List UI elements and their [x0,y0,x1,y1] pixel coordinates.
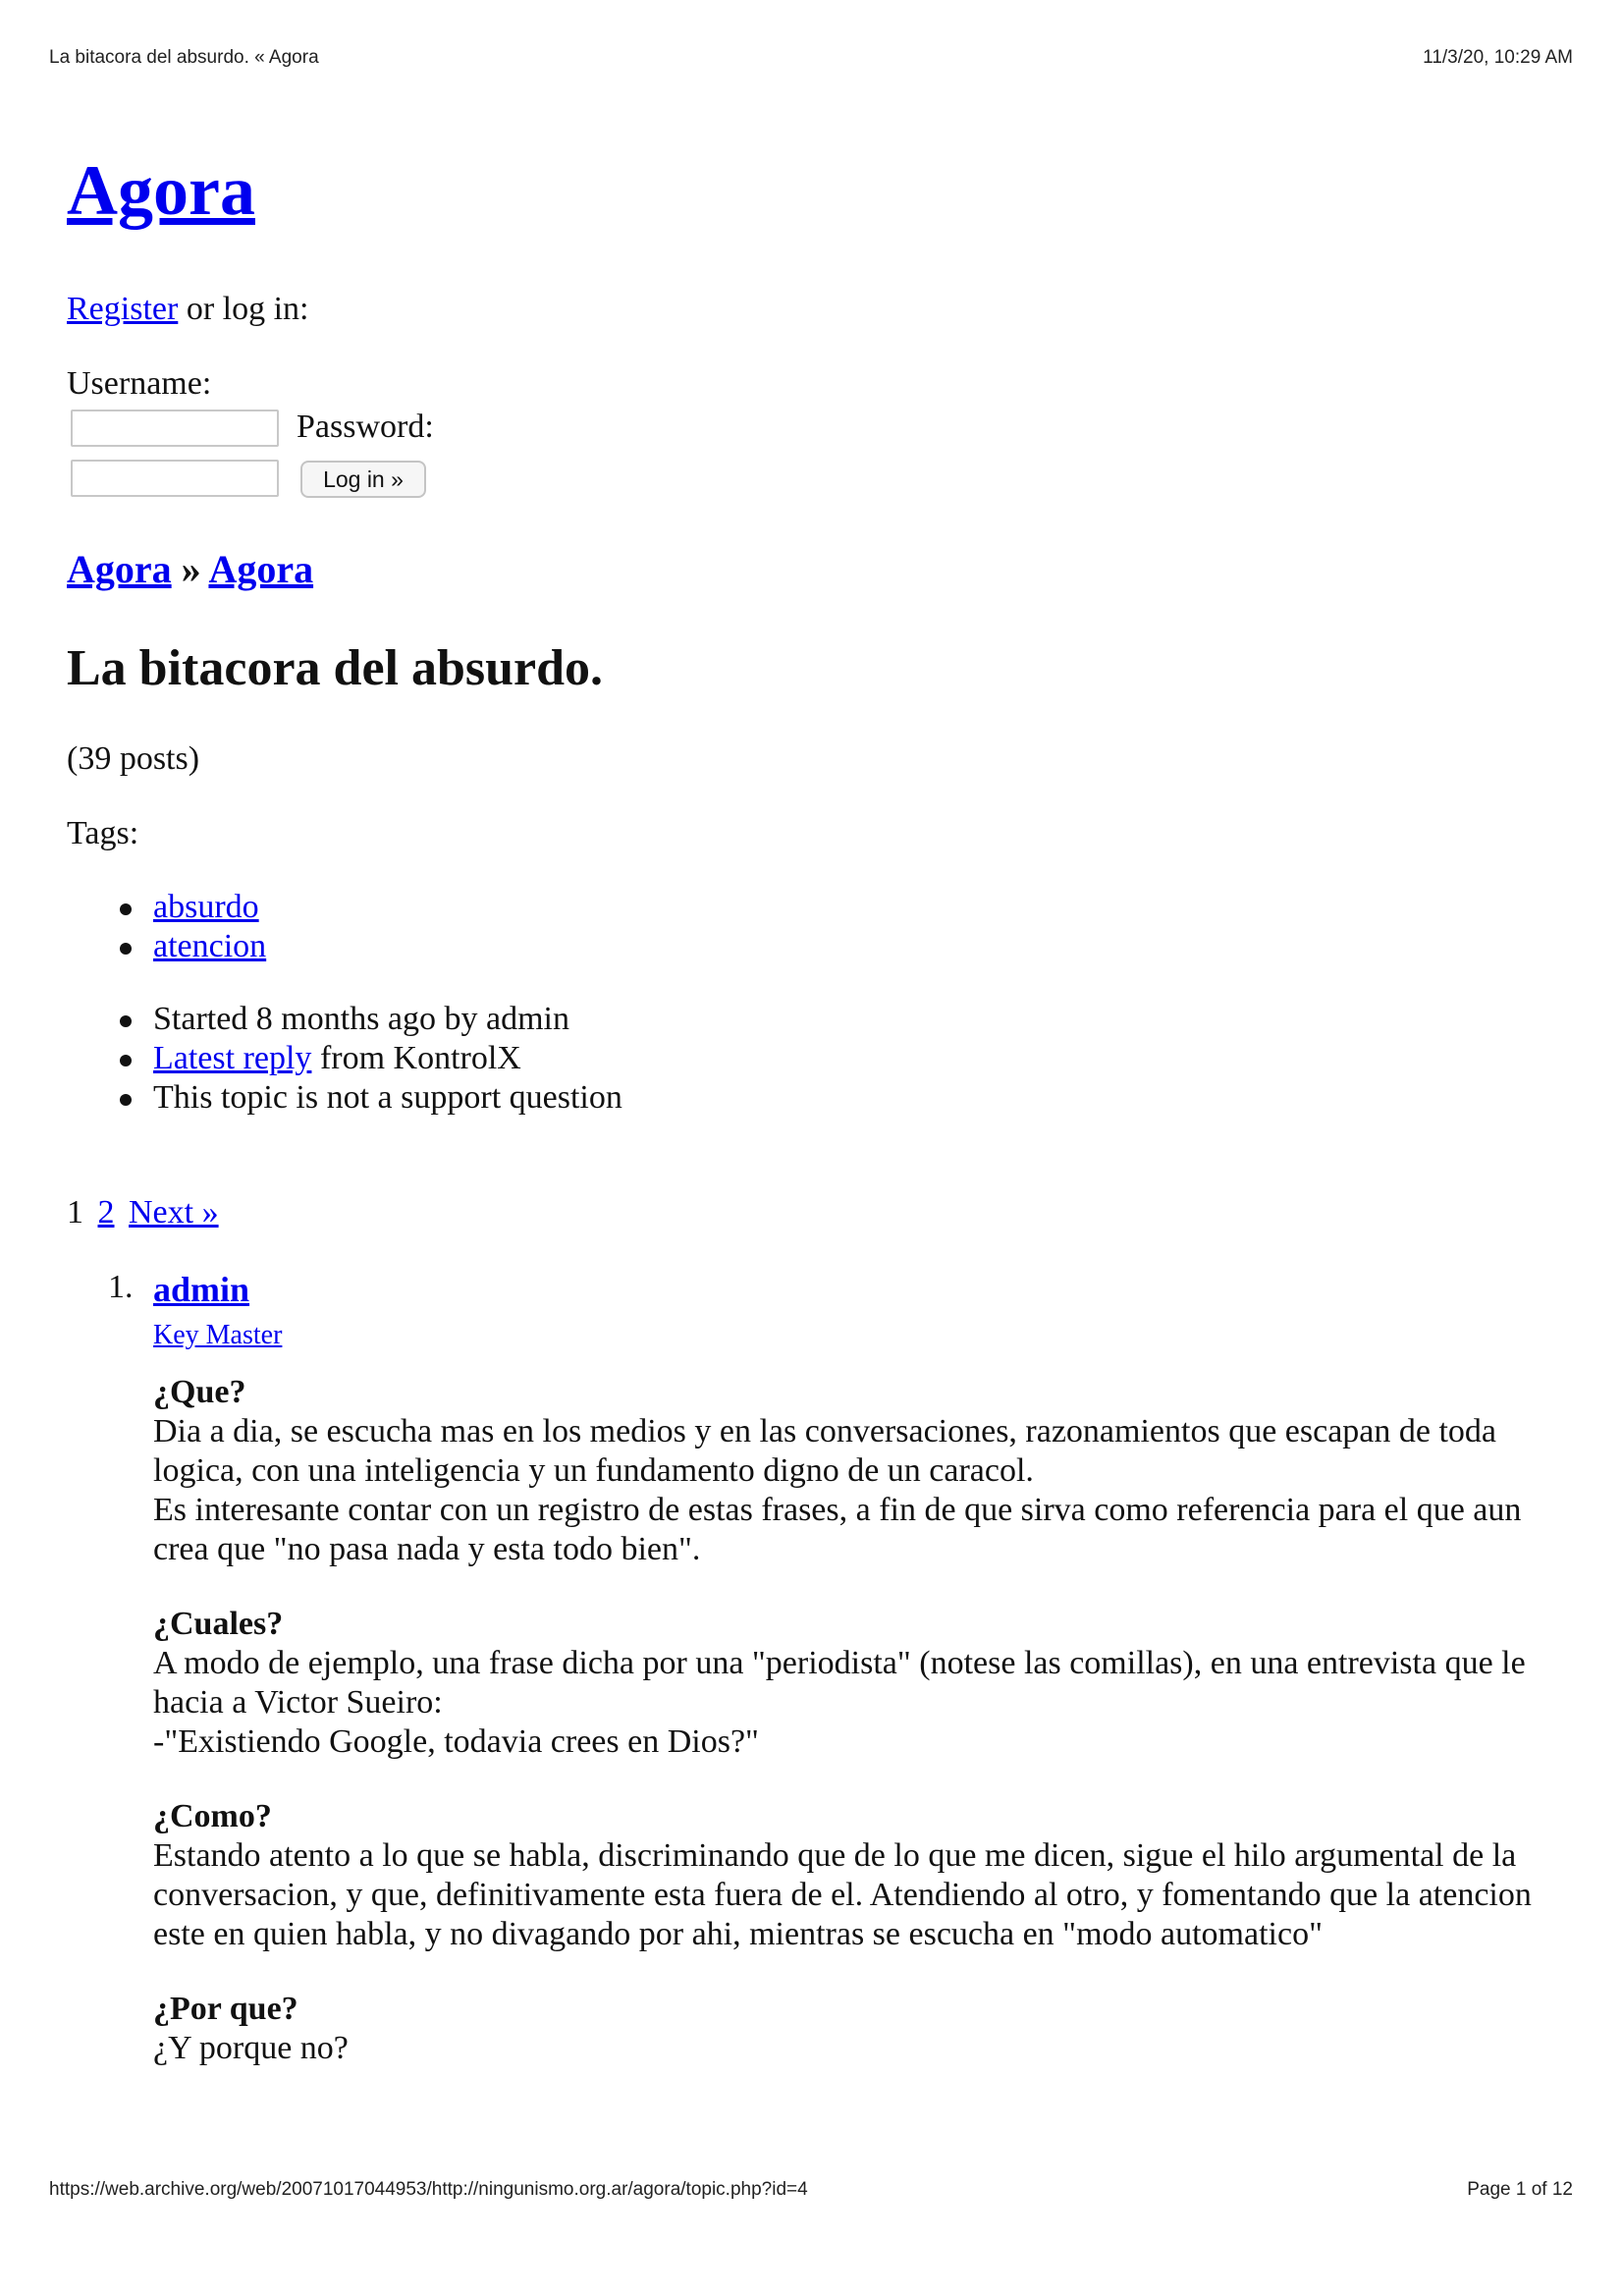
latest-reply-author: from KontrolX [311,1040,521,1076]
topic-meta-list [116,1000,622,1118]
post-section-por-que [153,1990,1567,2068]
breadcrumb [67,546,313,592]
breadcrumb-separator: » [171,547,209,591]
topic-started: Started 8 months ago by admin [116,1000,622,1039]
topic-latest-reply [116,1039,622,1078]
tag-list [116,888,266,966]
post-author-link[interactable]: admin [153,1270,250,1309]
section-paragraph: -"Existiendo Google, todavia crees en Dios?" [153,1723,759,1760]
login-button[interactable]: Log in » [300,461,426,498]
section-paragraph: Dia a dia, se escucha mas en los medios y en las conversaciones, razonamientos que escapan de toda logica, con una inteligencia y un fundamento digno de un caracol. [153,1413,1497,1489]
tag-link-atencion[interactable]: atencion [153,928,267,964]
print-url: https://web.archive.org/web/20071017044953/http://ningunismo.org.ar/agora/topic.php?id=4 [49,2179,808,2200]
pagination-page-2[interactable]: 2 [97,1194,115,1230]
password-label: Password: [297,409,434,445]
username-input[interactable] [71,410,279,447]
print-footer [49,2179,1573,2201]
section-heading: ¿Que? [153,1374,246,1410]
tags-label: Tags: [67,815,139,851]
section-paragraph: ¿Y porque no? [153,2030,349,2066]
post-section-que [153,1373,1567,1569]
post-author-role-link[interactable]: Key Master [153,1320,283,1350]
password-input[interactable] [71,460,279,497]
login-prompt-text: or log in: [178,291,309,327]
breadcrumb-second-link[interactable]: Agora [208,547,314,591]
pagination-current: 1 [67,1194,83,1230]
section-paragraph: A modo de ejemplo, una frase dicha por una "periodista" (notese las comillas), en una entrevista que le hacia a Victor Sueiro: [153,1645,1526,1721]
section-paragraph: Estando atento a lo que se habla, discriminando que de lo que me dicen, sigue el hilo argumental de la conversacion, y que, definitivamente esta fuera de el. Atendiendo al otro, y fomentando que la atencion este en quien habla, y no divagando por ahi, mientras se escucha en "modo automatico" [153,1837,1532,1952]
pagination [67,1194,219,1231]
register-link[interactable]: Register [67,291,179,327]
pagination-next[interactable]: Next » [129,1194,219,1230]
login-prompt [67,291,308,328]
tag-item [116,927,266,966]
section-paragraph: Es interesante contar con un registro de estas frases, a fin de que sirva como referencia para el que aun crea que "no pasa nada y esta todo bien". [153,1492,1522,1567]
section-heading: ¿Como? [153,1798,272,1834]
post-section-como [153,1797,1567,1954]
topic-support-note: This topic is not a support question [116,1078,622,1118]
topic-title: La bitacora del absurdo. [67,640,604,696]
print-datetime: 11/3/20, 10:29 AM [1423,47,1573,68]
post-number: 1. [108,1269,134,1305]
print-page-number: Page 1 of 12 [1467,2179,1573,2200]
post-count: (39 posts) [67,740,200,777]
tag-link-absurdo[interactable]: absurdo [153,889,259,925]
latest-reply-link[interactable]: Latest reply [153,1040,312,1076]
breadcrumb-first-link[interactable]: Agora [67,547,172,591]
site-title [67,151,255,230]
post-section-cuales [153,1605,1567,1762]
print-header [49,47,1573,69]
username-label: Username: [67,365,212,402]
section-heading: ¿Cuales? [153,1606,284,1642]
post-body [153,1373,1567,2104]
tag-item [116,888,266,927]
section-heading: ¿Por que? [153,1991,298,2027]
site-title-link[interactable]: Agora [67,151,255,230]
print-page-title: La bitacora del absurdo. « Agora [49,47,319,68]
